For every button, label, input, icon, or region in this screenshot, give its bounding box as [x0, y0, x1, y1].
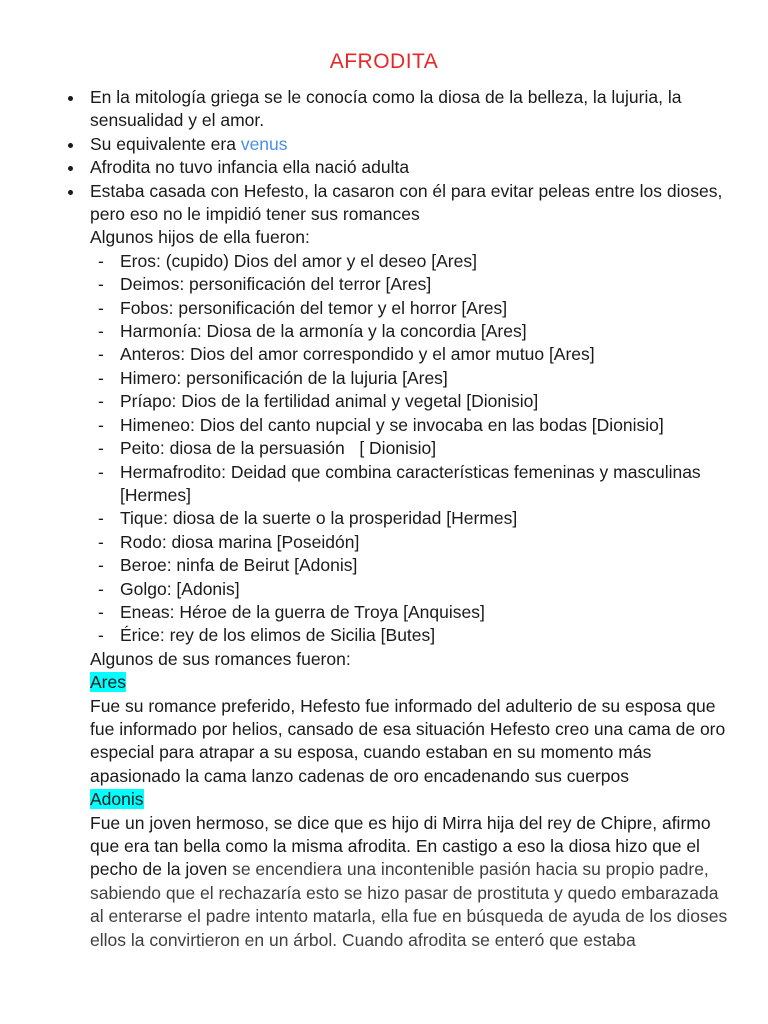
child-item: - Harmonía: Diosa de la armonía y la concordia [Ares]	[0, 320, 768, 343]
child-item: - Érice: rey de los elimos de Sicilia [Butes]	[0, 624, 768, 647]
child-item: - Himero: personificación de la lujuria [Ares]	[0, 367, 768, 390]
bullet-item	[0, 133, 768, 156]
ares-section	[0, 671, 768, 694]
child-item: - Hermafrodito: Deidad que combina características femeninas y masculinas [Hermes]	[0, 461, 768, 508]
bullet-list	[0, 86, 768, 226]
bullet-text: Estaba casada con Hefesto, la casaron con él para evitar peleas entre los dioses, pero eso no le impidió tener sus romances	[90, 180, 723, 225]
adonis-text-a: Fue un joven hermoso, se dice que es hijo di Mirra hija del rey de Chipre, afirmo que era tan bella como la misma afrodita. En castigo a eso la diosa hizo que el pecho de la joven	[90, 812, 711, 880]
adonis-section	[0, 788, 768, 811]
bullet-item	[0, 156, 768, 179]
child-item: - Anteros: Dios del amor correspondido y el amor mutuo [Ares]	[0, 343, 768, 366]
child-item: - Beroe: ninfa de Beirut [Adonis]	[0, 554, 768, 577]
child-item: - Peito: diosa de la persuasión [ Dionisio]	[0, 437, 768, 460]
bullet-item	[0, 86, 768, 133]
child-item: - Golgo: [Adonis]	[0, 578, 768, 601]
ares-heading: Ares	[90, 672, 126, 693]
bullet-text: Afrodita no tuvo infancia ella nació adulta	[90, 157, 410, 178]
child-item: - Rodo: diosa marina [Poseidón]	[0, 531, 768, 554]
child-item: - Eros: (cupido) Dios del amor y el deseo [Ares]	[0, 250, 768, 273]
children-intro: Algunos hijos de ella fueron:	[90, 227, 310, 248]
romances-intro: Algunos de sus romances fueron:	[90, 648, 351, 669]
bullet-item	[0, 180, 768, 227]
child-item: - Príapo: Dios de la fertilidad animal y vegetal [Dionisio]	[0, 390, 768, 413]
bullet-text: En la mitología griega se le conocía como la diosa de la belleza, la lujuria, la sensualidad y el amor.	[90, 87, 682, 131]
child-item: - Eneas: Héroe de la guerra de Troya [Anquises]	[0, 601, 768, 624]
child-item: - Himeneo: Dios del canto nupcial y se invocaba en las bodas [Dionisio]	[0, 414, 768, 437]
adonis-heading: Adonis	[90, 789, 144, 810]
adonis-text-b: se encendiera una incontenible pasión hacia su propio padre, sabiendo que el rechazaría esto se hizo pasar de prostituta y quedo embarazada al enterarse el padre intento matarla, ella fue en búsqueda de ayuda de los dioses ellos la convirtieron en un árbol. Cuando afrodita se enteró que estaba	[90, 859, 728, 950]
children-list	[0, 250, 768, 648]
child-item: - Tique: diosa de la suerte o la prosperidad [Hermes]	[0, 507, 768, 530]
bullet-text: Su equivalente era	[90, 133, 241, 154]
page-title: AFRODITA	[329, 50, 439, 73]
venus-link[interactable]: venus	[240, 133, 288, 154]
ares-paragraph: Fue su romance preferido, Hefesto fue informado del adulterio de su esposa que fue informado por helios, cansado de esa situación Hefesto creo una cama de oro especial para atrapar a su esposa, cuando estaban en su momento más apasionado la cama lanzo cadenas de oro encadenando sus cuerpos	[90, 695, 726, 786]
child-item: - Fobos: personificación del temor y el horror [Ares]	[0, 297, 768, 320]
adonis-paragraph	[0, 812, 768, 952]
child-item: - Deimos: personificación del terror [Ares]	[0, 273, 768, 296]
document-body	[0, 86, 768, 952]
